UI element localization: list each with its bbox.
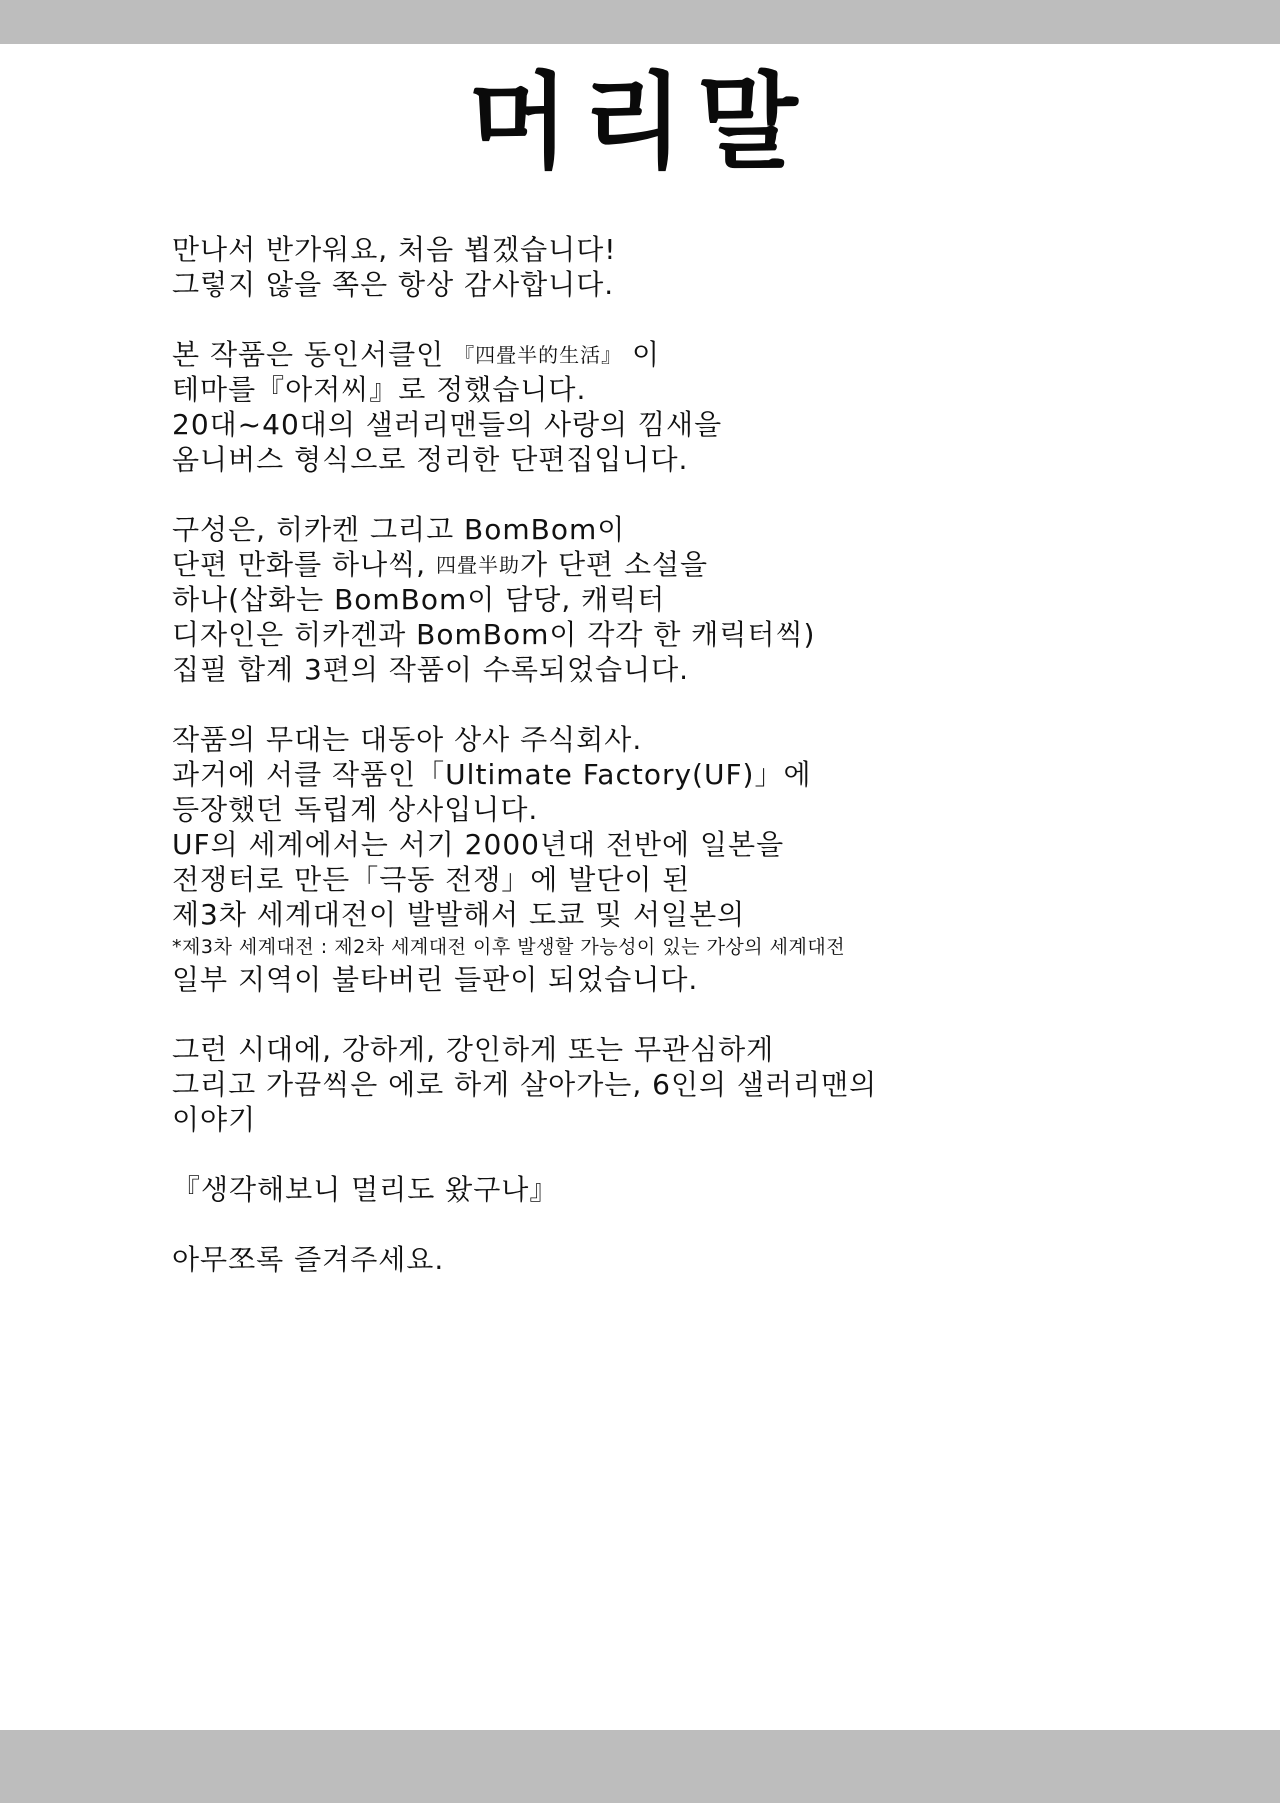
paragraph-gap xyxy=(172,1207,1232,1242)
text-line: 만나서 반가워요, 처음 뵙겠습니다! xyxy=(172,233,617,266)
paragraph-gap xyxy=(172,687,1232,722)
preface-body xyxy=(172,232,1232,1277)
paragraph xyxy=(172,1242,1232,1277)
paragraph-gap xyxy=(172,997,1232,1032)
text-line: 『생각해보니 멀리도 왔구나』 xyxy=(172,1173,559,1206)
text-line: 옴니버스 형식으로 정리한 단편집입니다. xyxy=(172,443,689,476)
text-line: UF의 세계에서는 서기 2000년대 전반에 일본을 xyxy=(172,828,785,861)
paragraph xyxy=(172,722,1232,997)
paragraph-gap xyxy=(172,302,1232,337)
text-line xyxy=(172,337,1232,372)
text-line: 그리고 가끔씩은 에로 하게 살아가는, 6인의 샐러리맨의 xyxy=(172,1068,878,1101)
paragraph xyxy=(172,337,1232,477)
text-line: 그런 시대에, 강하게, 강인하게 또는 무관심하게 xyxy=(172,1033,775,1066)
text-line xyxy=(172,547,1232,582)
text-segment: 본 작품은 동인서클인 xyxy=(172,338,455,371)
top-margin-band xyxy=(0,0,1280,44)
paragraph-gap xyxy=(172,1137,1232,1172)
text-line: 과거에 서클 작품인「Ultimate Factory(UF)」에 xyxy=(172,758,812,791)
text-line: 하나(삽화는 BomBom이 담당, 캐릭터 xyxy=(172,583,666,616)
text-line: 이야기 xyxy=(172,1103,257,1136)
text-line: 그렇지 않을 쪽은 항상 감사합니다. xyxy=(172,268,615,301)
text-line: 디자인은 히카겐과 BomBom이 각각 한 캐릭터씩) xyxy=(172,618,816,651)
text-line: 전쟁터로 만든「극동 전쟁」에 발단이 된 xyxy=(172,863,691,896)
paragraph-gap xyxy=(172,477,1232,512)
paragraph xyxy=(172,232,1232,302)
text-line: 제3차 세계대전이 발발해서 도쿄 및 서일본의 xyxy=(172,898,746,931)
text-segment: 가 단편 소설을 xyxy=(520,548,709,581)
text-line: 구성은, 히카켄 그리고 BomBom이 xyxy=(172,513,626,546)
bottom-margin-band xyxy=(0,1730,1280,1803)
page-title: 머리말 xyxy=(468,61,812,183)
paragraph xyxy=(172,1172,1232,1207)
paragraph xyxy=(172,512,1232,687)
footnote-line: *제3차 세계대전 : 제2차 세계대전 이후 발생할 가능성이 있는 가상의 세계대전 xyxy=(172,936,846,958)
text-line: 등장했던 독립계 상사입니다. xyxy=(172,793,539,826)
text-segment: 단편 만화를 하나씩, xyxy=(172,548,436,581)
text-line: 아무쪼록 즐겨주세요. xyxy=(172,1243,445,1276)
text-line: 일부 지역이 불타버린 들판이 되었습니다. xyxy=(172,963,699,996)
text-line: 집필 합계 3편의 작품이 수록되었습니다. xyxy=(172,653,690,686)
paragraph xyxy=(172,1032,1232,1137)
kanji-segment: 『四畳半的生活』 xyxy=(454,343,623,367)
text-line: 20대~40대의 샐러리맨들의 사랑의 낌새을 xyxy=(172,408,723,441)
text-line: 테마를『아저씨』로 정했습니다. xyxy=(172,373,587,406)
text-line: 작품의 무대는 대동아 상사 주식회사. xyxy=(172,723,643,756)
text-segment: 이 xyxy=(622,338,661,371)
kanji-segment: 四畳半助 xyxy=(436,553,520,577)
